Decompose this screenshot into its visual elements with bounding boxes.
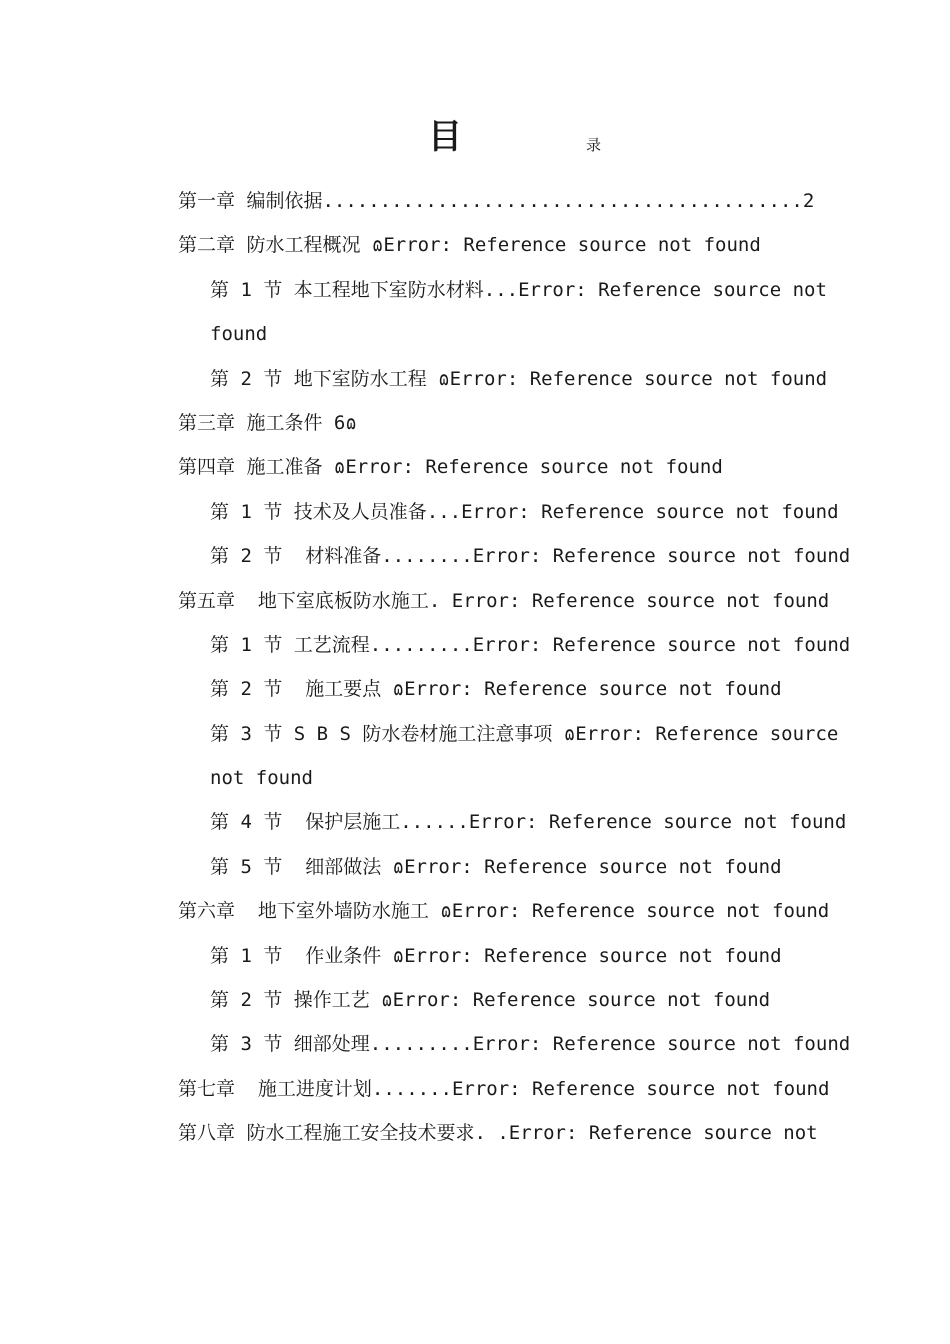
toc-title bbox=[0, 115, 950, 165]
table-of-contents bbox=[178, 179, 858, 1156]
toc-section-5-3[interactable]: 第 3 节 S B S 防水卷材施工注意事项 ɷError: Reference source bbox=[210, 722, 839, 745]
toc-section-2-2[interactable]: 第 2 节 地下室防水工程 ɷError: Reference source not found bbox=[210, 367, 828, 390]
toc-title-main: 目 bbox=[428, 117, 462, 157]
toc-chapter-2[interactable]: 第二章 防水工程概况 ɷError: Reference source not found bbox=[178, 234, 761, 257]
toc-chapter-7[interactable]: 第七章 施工进度计划.......Error: Reference source not found bbox=[178, 1077, 830, 1100]
toc-chapter-5[interactable]: 第五章 地下室底板防水施工. Error: Reference source not found bbox=[178, 589, 830, 612]
toc-section-2-1[interactable]: 第 1 节 本工程地下室防水材料...Error: Reference source not bbox=[210, 278, 827, 301]
toc-title-sub: 录 bbox=[586, 136, 602, 154]
toc-chapter-3[interactable]: 第三章 施工条件 6ɷ bbox=[178, 411, 357, 434]
toc-section-4-1[interactable]: 第 1 节 技术及人员准备...Error: Reference source not found bbox=[210, 500, 839, 523]
toc-section-5-4[interactable]: 第 4 节 保护层施工......Error: Reference source not found bbox=[210, 811, 847, 834]
toc-chapter-4[interactable]: 第四章 施工准备 ɷError: Reference source not found bbox=[178, 456, 723, 479]
toc-chapter-1[interactable]: 第一章 编制依据..........................................2 bbox=[178, 190, 815, 212]
toc-section-6-3[interactable]: 第 3 节 细部处理.........Error: Reference source not found bbox=[210, 1033, 851, 1056]
toc-section-4-2[interactable]: 第 2 节 材料准备........Error: Reference source not found bbox=[210, 545, 851, 568]
toc-section-5-1[interactable]: 第 1 节 工艺流程.........Error: Reference source not found bbox=[210, 633, 851, 656]
toc-chapter-8[interactable]: 第八章 防水工程施工安全技术要求. .Error: Reference source not bbox=[178, 1122, 818, 1145]
toc-section-5-3-wrap[interactable]: not found bbox=[210, 767, 313, 790]
toc-chapter-6[interactable]: 第六章 地下室外墙防水施工 ɷError: Reference source not found bbox=[178, 900, 830, 923]
toc-section-6-1[interactable]: 第 1 节 作业条件 ɷError: Reference source not found bbox=[210, 944, 782, 967]
toc-section-5-5[interactable]: 第 5 节 细部做法 ɷError: Reference source not found bbox=[210, 855, 782, 878]
toc-section-5-2[interactable]: 第 2 节 施工要点 ɷError: Reference source not found bbox=[210, 678, 782, 701]
toc-section-2-1-wrap[interactable]: found bbox=[210, 323, 268, 346]
toc-section-6-2[interactable]: 第 2 节 操作工艺 ɷError: Reference source not found bbox=[210, 989, 771, 1012]
